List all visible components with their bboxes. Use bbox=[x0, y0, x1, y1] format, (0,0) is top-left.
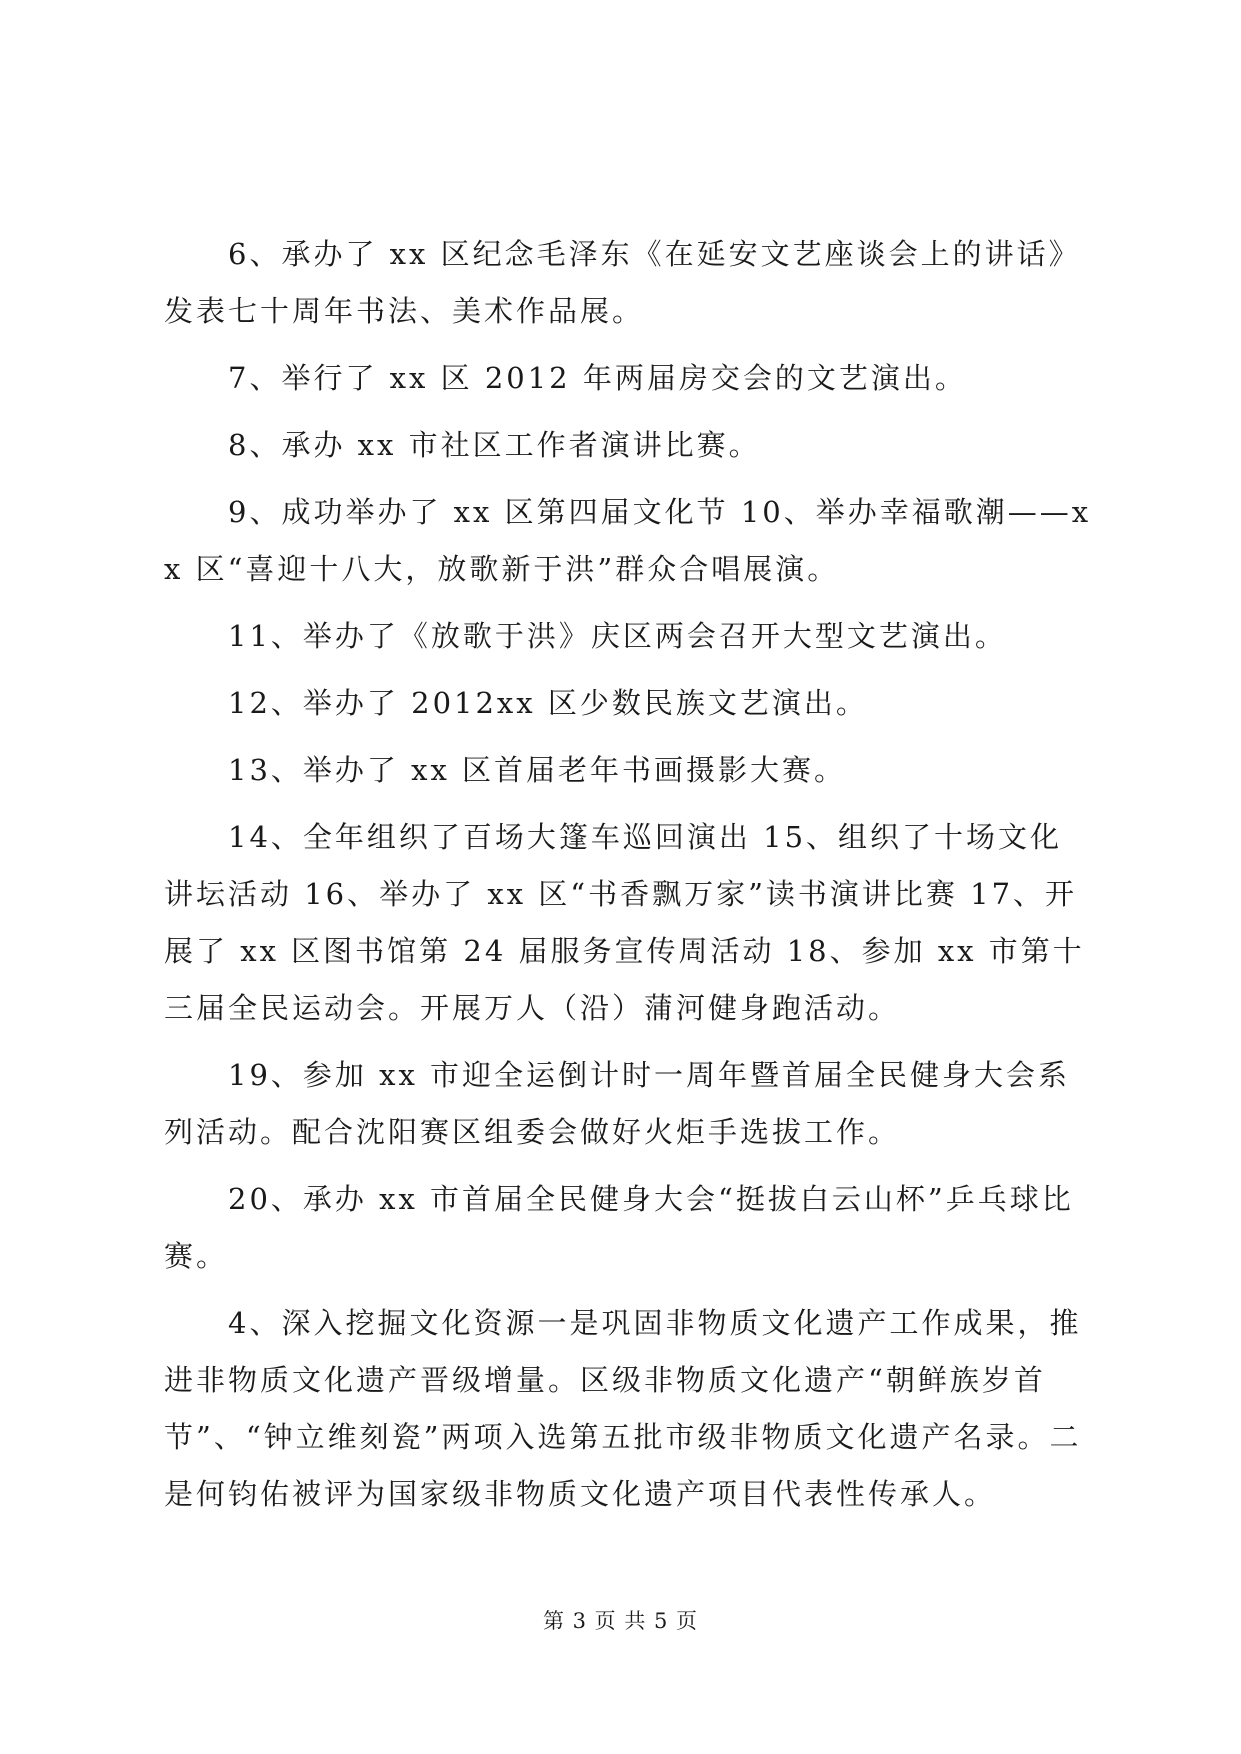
document-body bbox=[164, 226, 1094, 1533]
paragraph-item-20: 20、承办 xx 市首届全民健身大会“挺拔白云山杯”乒乓球比赛。 bbox=[164, 1182, 1074, 1273]
paragraph-item-13: 13、举办了 xx 区首届老年书画摄影大赛。 bbox=[228, 753, 847, 787]
paragraph-section-4: 4、深入挖掘文化资源一是巩固非物质文化遗产工作成果，推进非物质文化遗产晋级增量。区级非物质文化遗产“朝鲜族岁首节”、“钟立维刻瓷”两项入选第五批市级非物质文化遗产名录。二是何钧佑被评为国家级非物质文化遗产项目代表性传承人。 bbox=[164, 1306, 1082, 1511]
paragraph-item-11: 11、举办了《放歌于洪》庆区两会召开大型文艺演出。 bbox=[228, 619, 1007, 653]
paragraph-item-7: 7、举行了 xx 区 2012 年两届房交会的文艺演出。 bbox=[228, 361, 967, 395]
paragraph-item-6: 6、承办了 xx 区纪念毛泽东《在延安文艺座谈会上的讲话》发表七十周年书法、美术作品展。 bbox=[164, 237, 1081, 328]
paragraph-item-9-10: 9、成功举办了 xx 区第四届文化节 10、举办幸福歌潮——xx 区“喜迎十八大，放歌新于洪”群众合唱展演。 bbox=[164, 495, 1092, 586]
paragraph-item-14-18: 14、全年组织了百场大篷车巡回演出 15、组织了十场文化讲坛活动 16、举办了 xx 区“书香飘万家”读书演讲比赛 17、开展了 xx 区图书馆第 24 届服务宣传周活动 18、参加 xx 市第十三届全民运动会。开展万人（沿）蒲河健身跑活动。 bbox=[164, 820, 1085, 1025]
paragraph-item-8: 8、承办 xx 市社区工作者演讲比赛。 bbox=[228, 428, 761, 462]
paragraph-item-19: 19、参加 xx 市迎全运倒计时一周年暨首届全民健身大会系列活动。配合沈阳赛区组委会做好火炬手选拔工作。 bbox=[164, 1058, 1071, 1149]
paragraph-item-12: 12、举办了 2012xx 区少数民族文艺演出。 bbox=[228, 686, 868, 720]
page-number-footer: 第 3 页 共 5 页 bbox=[542, 1609, 699, 1633]
